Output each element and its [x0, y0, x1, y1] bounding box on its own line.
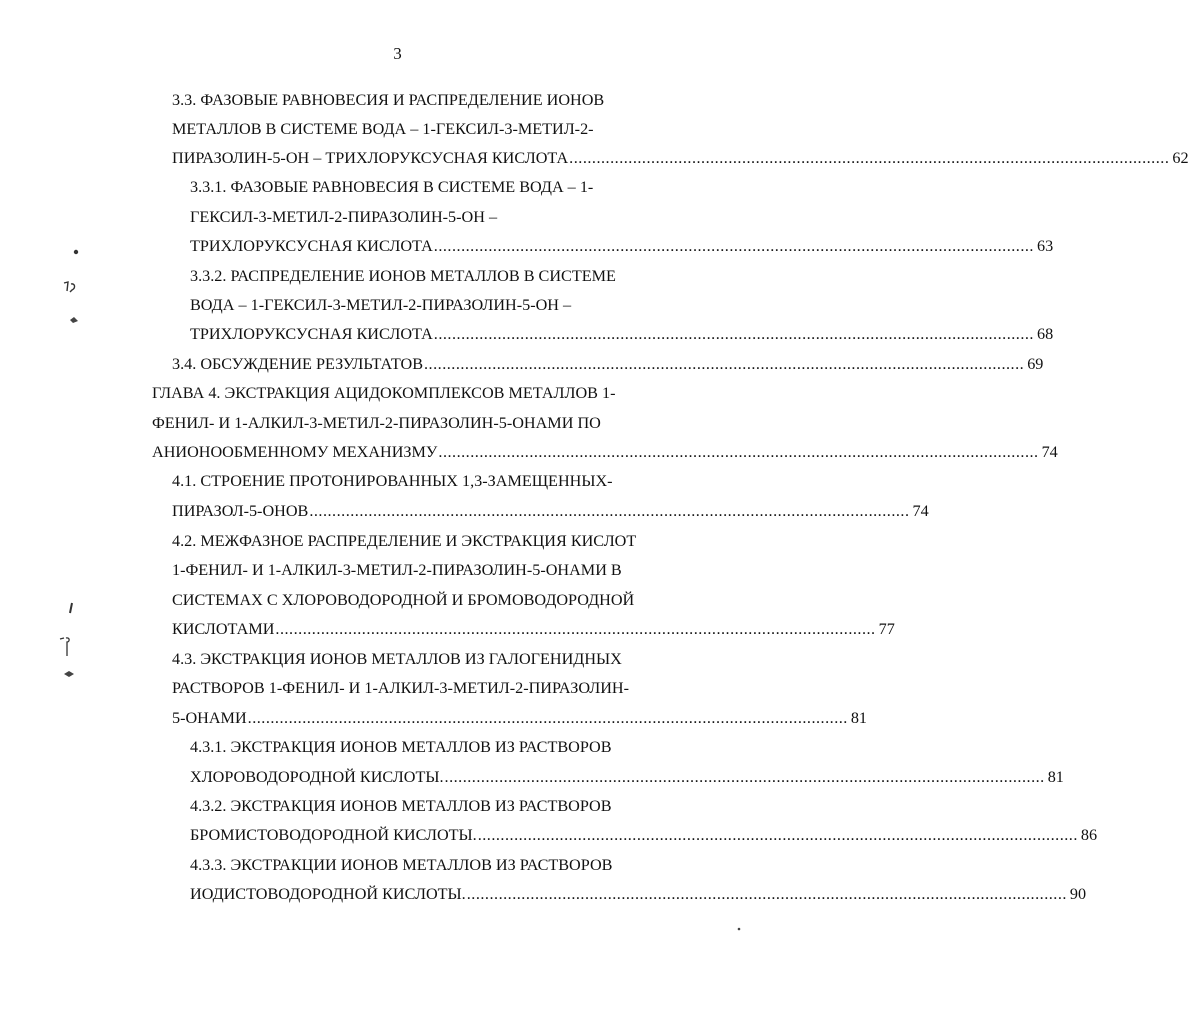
scan-artifact-2	[62, 280, 78, 294]
toc-entry-4-3-2-line-1: 4.3.2. ЭКСТРАКЦИЯ ИОНОВ МЕТАЛЛОВ ИЗ РАСТВОРОВ	[190, 797, 612, 815]
toc-entry-3-4[interactable]: 3.4. ОБСУЖДЕНИЕ РЕЗУЛЬТАТОВ .................................................................................................................................... 69	[172, 352, 722, 376]
scan-artifact-4	[66, 602, 76, 614]
toc-entry-4-3-line-3[interactable]: 5-ОНАМИ .................................................................................................................................... 81	[172, 706, 722, 730]
dot-leader: ....................................................................................................................................	[477, 826, 1078, 844]
dot-leader: ....................................................................................................................................	[438, 443, 1039, 461]
toc-entry-4-2-line-4[interactable]: КИСЛОТАМИ .................................................................................................................................... 77	[172, 617, 722, 641]
toc-entry-4-3-2-line-2[interactable]: БРОМИСТОВОДОРОДНОЙ КИСЛОТЫ. .................................................................................................................................... 86	[190, 823, 722, 847]
page-number: 3	[393, 44, 402, 63]
page-ref: 74	[912, 502, 929, 520]
toc-entry-3-3-line-3[interactable]: ПИРАЗОЛИН-5-ОН – ТРИХЛОРУКСУСНАЯ КИСЛОТА .................................................................................................................................... 62	[172, 146, 722, 170]
toc-entry-4-1-line-1: 4.1. СТРОЕНИЕ ПРОТОНИРОВАННЫХ 1,3-ЗАМЕЩЕННЫХ-	[172, 472, 613, 490]
dot-leader: ....................................................................................................................................	[424, 355, 1025, 373]
dot-leader: ....................................................................................................................................	[247, 709, 848, 727]
scan-artifact-1	[70, 246, 82, 258]
toc-entry-chapter-4-line-3[interactable]: АНИОНООБМЕННОМУ МЕХАНИЗМУ .................................................................................................................................... 74	[152, 440, 722, 464]
dot-leader: ....................................................................................................................................	[275, 620, 876, 638]
toc-entry-3-3-2-line-2: ВОДА – 1-ГЕКСИЛ-3-МЕТИЛ-2-ПИРАЗОЛИН-5-ОН –	[190, 296, 572, 314]
speck	[70, 603, 72, 613]
toc-entry-3-3-line-1: 3.3. ФАЗОВЫЕ РАВНОВЕСИЯ И РАСПРЕДЕЛЕНИЕ ИОНОВ	[172, 91, 605, 109]
toc-entry-4-3-line-1: 4.3. ЭКСТРАКЦИЯ ИОНОВ МЕТАЛЛОВ ИЗ ГАЛОГЕНИДНЫХ	[172, 650, 622, 668]
speck	[64, 671, 74, 677]
dot-leader: ....................................................................................................................................	[466, 885, 1067, 903]
page-ref: 90	[1069, 885, 1087, 903]
scan-artifact-7	[736, 926, 742, 932]
page-ref: 69	[1027, 355, 1044, 373]
toc-entry-4-3-1-line-2[interactable]: ХЛОРОВОДОРОДНОЙ КИСЛОТЫ. .................................................................................................................................... 81	[190, 765, 722, 789]
toc-entry-3-3-1-line-1: 3.3.1. ФАЗОВЫЕ РАВНОВЕСИЯ В СИСТЕМЕ ВОДА – 1-	[190, 178, 594, 196]
page-ref: 74	[1041, 443, 1058, 461]
toc-entry-3-3-1-line-2: ГЕКСИЛ-3-МЕТИЛ-2-ПИРАЗОЛИН-5-ОН –	[190, 208, 498, 226]
toc-entry-4-1-line-2[interactable]: ПИРАЗОЛ-5-ОНОВ .................................................................................................................................... 74	[172, 499, 722, 523]
dot-leader: ....................................................................................................................................	[433, 237, 1034, 255]
dot-leader: ....................................................................................................................................	[309, 502, 910, 520]
page-ref: 77	[878, 620, 895, 638]
page-ref: 63	[1036, 237, 1054, 255]
toc-entry-chapter-4-line-2: ФЕНИЛ- И 1-АЛКИЛ-3-МЕТИЛ-2-ПИРАЗОЛИН-5-ОНАМИ ПО	[152, 414, 601, 432]
scan-artifact-5	[58, 636, 74, 658]
toc-entry-4-2-line-1: 4.2. МЕЖФАЗНОЕ РАСПРЕДЕЛЕНИЕ И ЭКСТРАКЦИЯ КИСЛОТ	[172, 532, 637, 550]
toc-entry-4-2-line-2: 1-ФЕНИЛ- И 1-АЛКИЛ-3-МЕТИЛ-2-ПИРАЗОЛИН-5-ОНАМИ В	[172, 561, 622, 579]
speck	[70, 317, 78, 323]
toc-entry-4-3-3-line-2[interactable]: ИОДИСТОВОДОРОДНОЙ КИСЛОТЫ. .................................................................................................................................... 90	[190, 882, 722, 906]
speck	[64, 282, 75, 292]
scan-artifact-6	[62, 668, 76, 680]
speck	[60, 638, 69, 656]
toc-entry-4-3-1-line-1: 4.3.1. ЭКСТРАКЦИЯ ИОНОВ МЕТАЛЛОВ ИЗ РАСТВОРОВ	[190, 738, 612, 756]
toc-entry-4-2-line-3: СИСТЕМАХ С ХЛОРОВОДОРОДНОЙ И БРОМОВОДОРОДНОЙ	[172, 591, 635, 609]
toc-entry-3-3-2-line-1: 3.3.2. РАСПРЕДЕЛЕНИЕ ИОНОВ МЕТАЛЛОВ В СИСТЕМЕ	[190, 267, 616, 285]
toc-entry-3-3-line-2: МЕТАЛЛОВ В СИСТЕМЕ ВОДА – 1-ГЕКСИЛ-3-МЕТИЛ-2-	[172, 120, 594, 138]
toc-entry-4-3-3-line-1: 4.3.3. ЭКСТРАКЦИИ ИОНОВ МЕТАЛЛОВ ИЗ РАСТВОРОВ	[190, 856, 613, 874]
page-ref: 81	[1047, 768, 1064, 786]
toc-entry-chapter-4-line-1: ГЛАВА 4. ЭКСТРАКЦИЯ АЦИДОКОМПЛЕКСОВ МЕТАЛЛОВ 1-	[152, 384, 616, 402]
speck	[74, 250, 78, 254]
toc-entry-4-3-line-2: РАСТВОРОВ 1-ФЕНИЛ- И 1-АЛКИЛ-3-МЕТИЛ-2-ПИРАЗОЛИН-	[172, 679, 629, 697]
dot-leader: ....................................................................................................................................	[433, 325, 1034, 343]
dot-leader: ....................................................................................................................................	[444, 768, 1045, 786]
page-ref: 68	[1036, 325, 1054, 343]
speck	[738, 928, 741, 931]
toc-entry-3-3-2-line-3[interactable]: ТРИХЛОРУКСУСНАЯ КИСЛОТА .................................................................................................................................... 68	[190, 322, 722, 346]
page-ref: 86	[1080, 826, 1098, 844]
toc-entry-3-3-1-line-3[interactable]: ТРИХЛОРУКСУСНАЯ КИСЛОТА .................................................................................................................................... 63	[190, 234, 722, 258]
page-ref: 81	[850, 709, 868, 727]
page-ref: 62	[1172, 149, 1189, 167]
scan-artifact-3	[68, 314, 80, 326]
dot-leader: ....................................................................................................................................	[569, 149, 1170, 167]
